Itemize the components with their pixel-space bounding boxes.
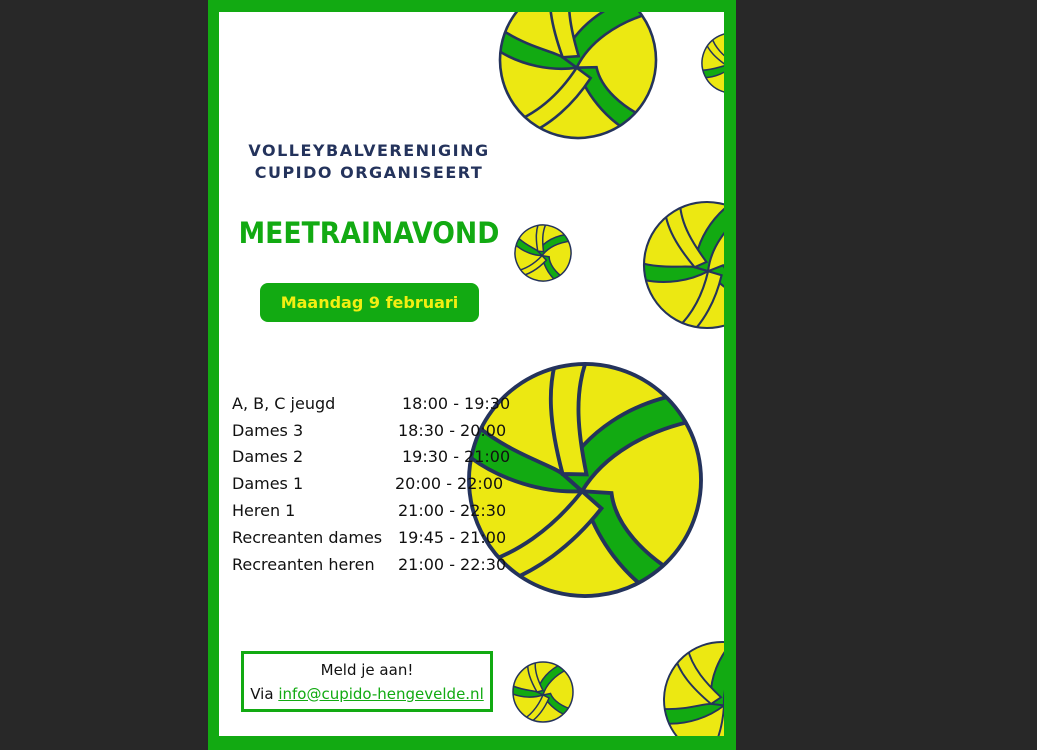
volleyball-icon [505,215,581,292]
time-slot: 19:30 - 21:00 [402,447,511,467]
schedule-row [232,497,517,524]
team-name: Heren 1 [232,501,296,521]
signup-heading: Meld je aan! [320,660,414,679]
signup-email-link[interactable]: info@cupido-hengevelde.nl [278,684,484,703]
schedule-row [232,417,517,444]
event-date-badge [260,283,479,322]
schedule-list [232,390,517,578]
team-name: Recreanten heren [232,554,375,574]
volleyball-decorations [219,12,724,736]
time-slot: 21:00 - 22:30 [398,554,507,574]
time-slot: 20:00 - 22:00 [395,474,504,494]
volleyball-icon [630,188,724,344]
event-date: Maandag 9 februari [280,293,459,312]
time-slot: 19:45 - 21:00 [398,527,507,547]
schedule-row [232,444,517,471]
schedule-row [232,551,517,578]
schedule-row [232,390,517,417]
team-name: A, B, C jeugd [232,393,336,413]
team-name: Dames 1 [232,474,304,494]
signup-box [241,651,493,712]
team-name: Dames 3 [232,420,304,440]
volleyball-icon [690,21,724,106]
poster [219,12,724,736]
event-title: MEETRAINAVOND [238,216,500,250]
schedule-row [232,470,517,497]
organizer-line-2: CUPIDO ORGANISEERT [254,163,484,182]
schedule-row [232,524,517,551]
time-slot: 18:30 - 20:00 [398,420,507,440]
poster-frame [208,0,736,750]
time-slot: 18:00 - 19:30 [402,393,511,413]
team-name: Recreanten dames [232,527,383,547]
team-name: Dames 2 [232,447,304,467]
volleyball-icon [512,661,575,726]
volleyball-icon [482,12,672,159]
organizer-line-1: VOLLEYBALVERENIGING [248,141,490,160]
organizer-heading [219,140,519,184]
volleyball-icon [644,622,724,736]
signup-via-label: Via [250,684,274,703]
time-slot: 21:00 - 22:30 [398,501,507,521]
signup-contact [244,682,490,706]
